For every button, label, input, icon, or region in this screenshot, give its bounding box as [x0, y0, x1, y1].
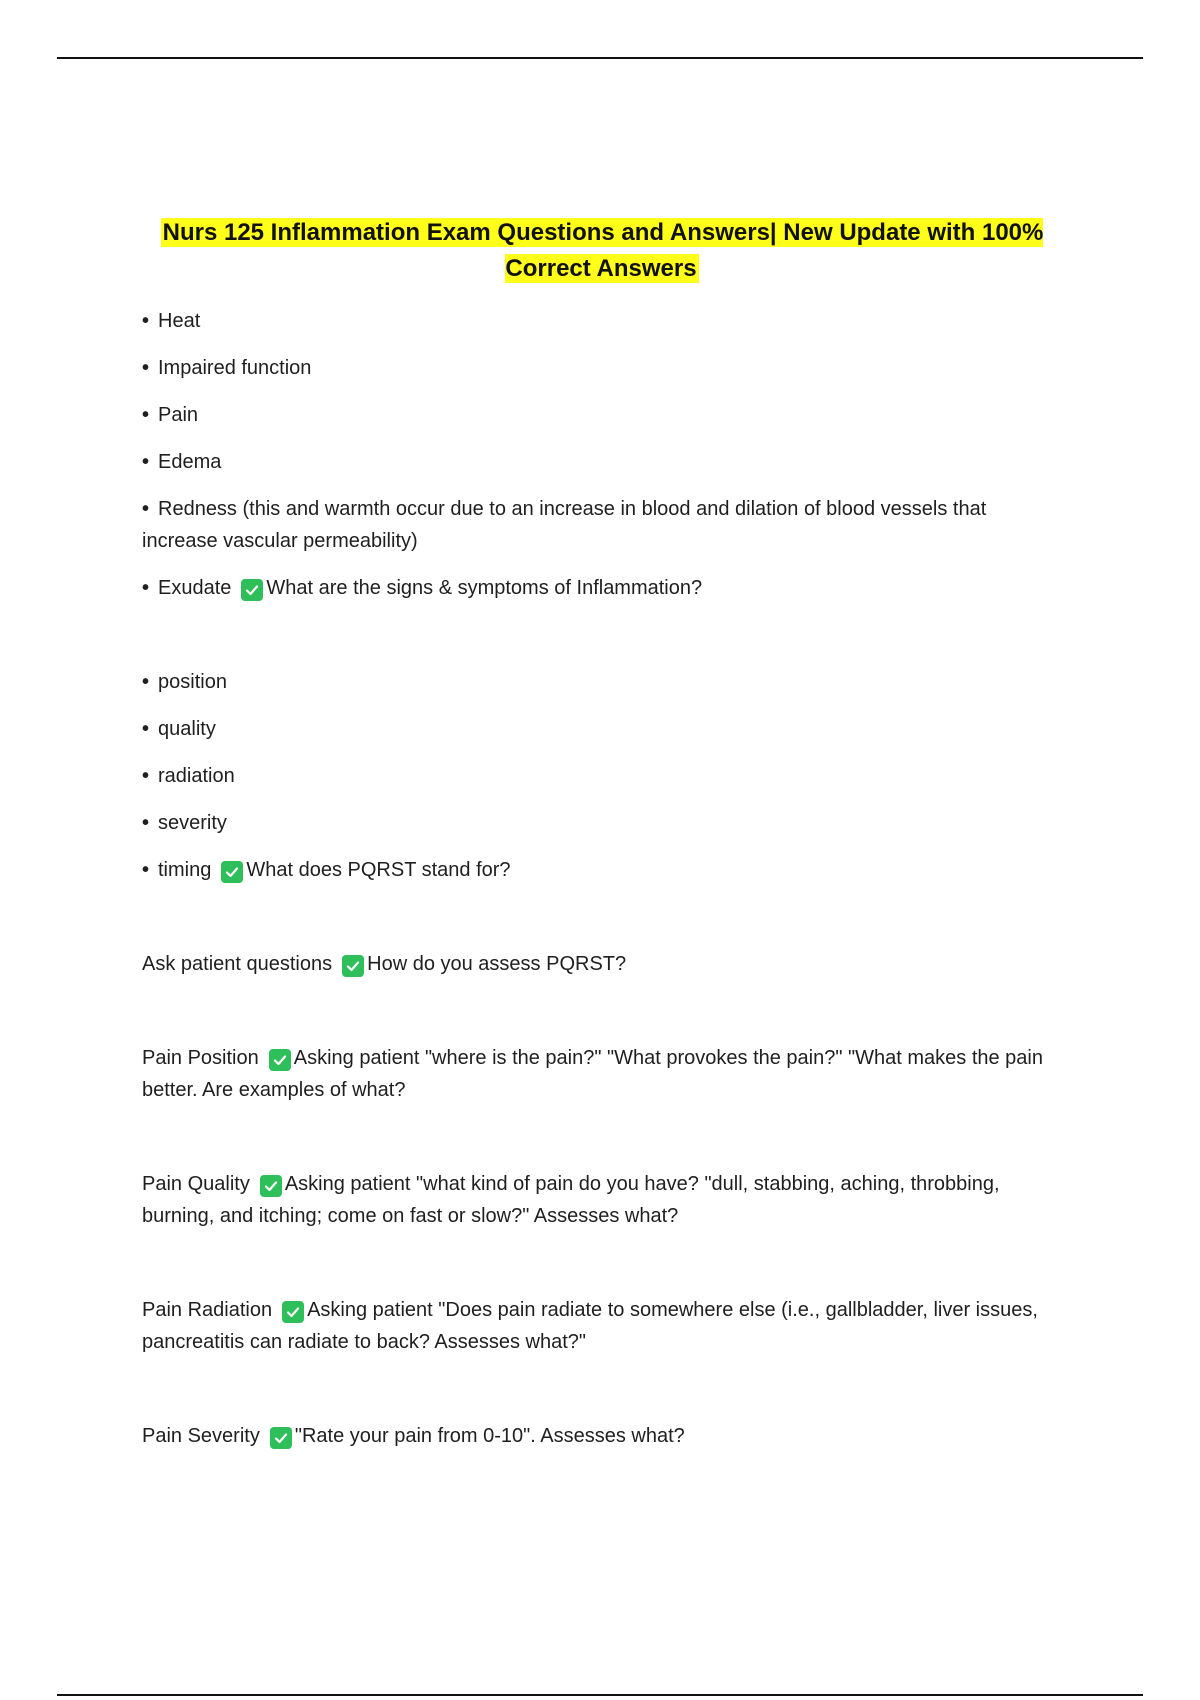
- bullet-item: • Edema: [142, 446, 1062, 478]
- check-mark-icon: [260, 1175, 282, 1197]
- question-text: How do you assess PQRST?: [367, 953, 627, 975]
- document-page: [142, 215, 1062, 1452]
- answer-text: Pain Severity: [142, 1425, 260, 1447]
- answer-text: Pain Quality: [142, 1173, 250, 1195]
- qa-item: [142, 1420, 1062, 1452]
- qa-item: [142, 1042, 1062, 1106]
- question-text: Asking patient "where is the pain?" "What provokes the pain?" "What makes the pain better. Are examples of what?: [142, 1047, 1043, 1101]
- bullet-item: • Impaired function: [142, 352, 1062, 384]
- bullet-text: timing: [158, 859, 212, 881]
- check-mark-icon: [282, 1301, 304, 1323]
- question-text: Asking patient "what kind of pain do you have? "dull, stabbing, aching, throbbing, burning, and itching; come on fast or slow?" Assesses what?: [142, 1173, 1000, 1227]
- signs-block: [142, 305, 1062, 604]
- question-text: Asking patient "Does pain radiate to somewhere else (i.e., gallbladder, liver issues, pancreatitis can radiate to back? Assesses what?": [142, 1299, 1038, 1353]
- bullet-item: • severity: [142, 807, 1062, 839]
- bullet-item-with-question: [142, 854, 1062, 886]
- bullet-item-with-question: [142, 572, 1062, 604]
- qa-item: [142, 1294, 1062, 1358]
- bullet-item: • position: [142, 666, 1062, 698]
- answer-text: Pain Position: [142, 1047, 259, 1069]
- bullet-item: • Pain: [142, 399, 1062, 431]
- bullet-item: • Heat: [142, 305, 1062, 337]
- answer-text: Ask patient questions: [142, 953, 333, 975]
- bullet-item: • quality: [142, 713, 1062, 745]
- check-mark-icon: [241, 579, 263, 601]
- check-mark-icon: [270, 1427, 292, 1449]
- check-mark-icon: [269, 1049, 291, 1071]
- qa-item: [142, 948, 1062, 980]
- check-mark-icon: [342, 955, 364, 977]
- document-title: [142, 215, 1062, 287]
- pqrst-block: [142, 666, 1062, 886]
- question-text: What does PQRST stand for?: [246, 859, 511, 881]
- footer-rule: [57, 1694, 1143, 1696]
- question-text: What are the signs & symptoms of Inflammation?: [266, 577, 703, 599]
- title-highlight: Nurs 125 Inflammation Exam Questions and Answers| New Update with 100% Correct Answers: [162, 219, 1044, 282]
- bullet-text: Exudate: [158, 577, 232, 599]
- bullet-item: • radiation: [142, 760, 1062, 792]
- bullet-item: • Redness (this and warmth occur due to an increase in blood and dilation of blood vessels that increase vascular permeability): [142, 493, 1062, 557]
- answer-text: Pain Radiation: [142, 1299, 273, 1321]
- header-rule: [57, 57, 1143, 59]
- check-mark-icon: [221, 861, 243, 883]
- question-text: "Rate your pain from 0-10". Assesses what?: [294, 1425, 685, 1447]
- qa-item: [142, 1168, 1062, 1232]
